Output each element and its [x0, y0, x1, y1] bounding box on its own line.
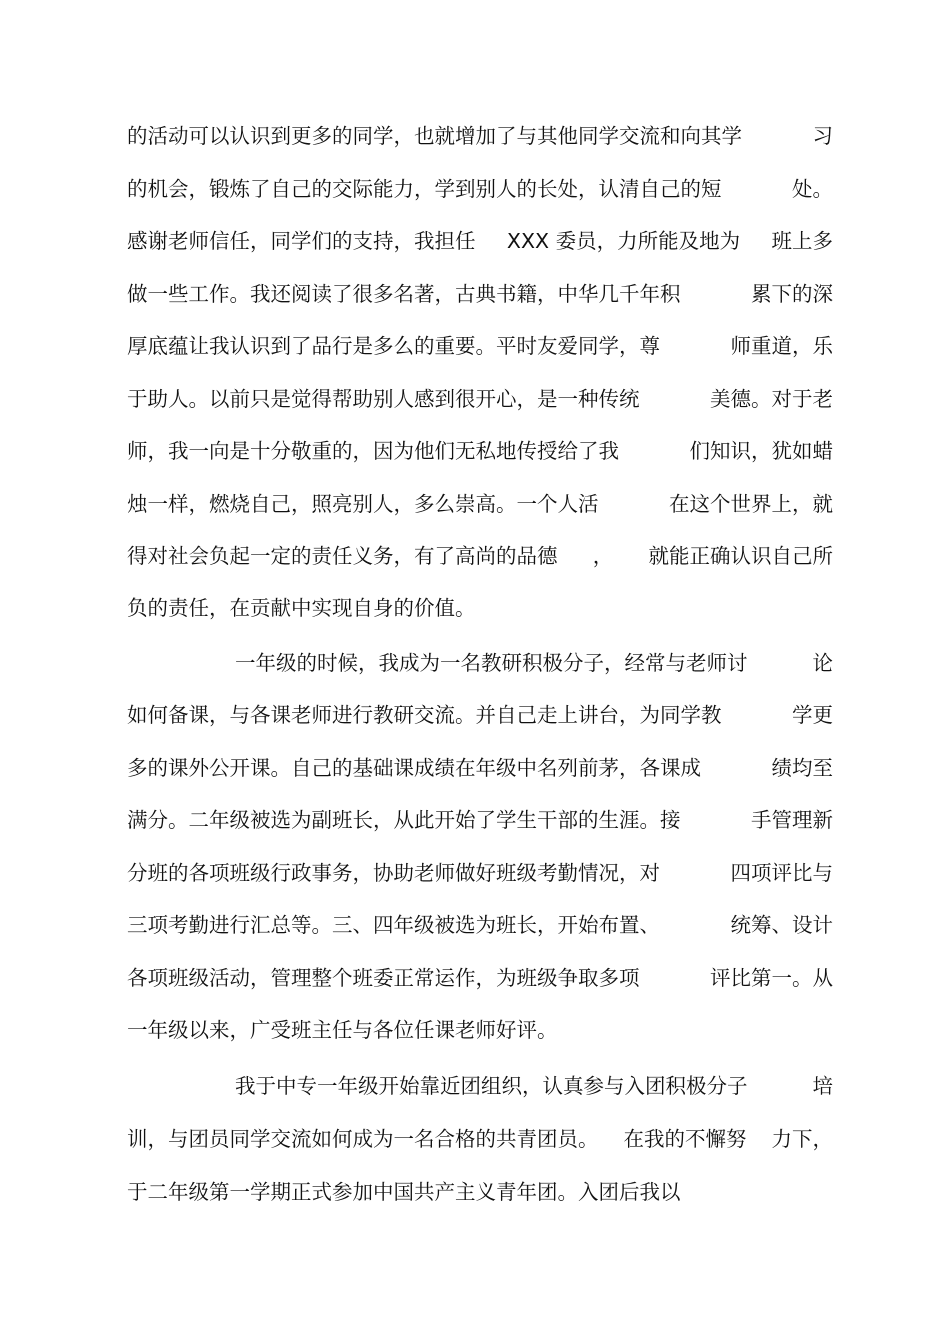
text-segment: 学更 [792, 703, 833, 727]
text-line [127, 226, 833, 256]
text-segment: 习 [812, 124, 833, 148]
text-segment: 得对社会负起一定的责任义务，有了高尚的品德 [127, 544, 558, 568]
text-segment: 评比第一。从 [710, 966, 833, 990]
text-segment: 绩均至 [771, 756, 833, 780]
text-line [127, 963, 833, 993]
text-line [127, 858, 833, 888]
text-line [127, 436, 833, 466]
text-segment: 论 [812, 651, 833, 675]
text-segment: 四项评比与 [730, 861, 833, 885]
text-segment: 手管理新 [751, 808, 833, 832]
text-segment: XXX 委员，力所能及地为 [506, 229, 741, 253]
text-segment: 力下， [771, 1127, 833, 1151]
text-segment: 在这个世界上，就 [669, 492, 833, 516]
text-segment: 烛一样，燃烧自己，照亮别人，多么崇高。一个人活 [127, 492, 599, 516]
text-line [127, 1015, 833, 1045]
text-segment: 负的责任，在贡献中实现自身的价值。 [127, 596, 476, 620]
text-line [127, 279, 833, 309]
text-line [127, 700, 833, 730]
text-segment: 在我的不懈努 [623, 1127, 747, 1151]
text-line [127, 489, 833, 519]
text-segment: 感谢老师信任，同学们的支持，我担任 [127, 229, 476, 253]
text-segment: 班上多 [771, 229, 833, 253]
text-line [127, 541, 833, 571]
text-segment: ， [592, 544, 614, 568]
text-line [127, 121, 833, 151]
text-segment: 的机会，锻炼了自己的交际能力，学到别人的长处，认清自己的短 [127, 177, 722, 201]
text-segment: 就能正确认识自己所 [648, 544, 833, 568]
text-segment: 美德。对于老 [710, 387, 833, 411]
text-segment: 师，我一向是十分敬重的，因为他们无私地传授给了我 [127, 439, 619, 463]
text-segment: 的活动可以认识到更多的同学，也就增加了与其他同学交流和向其学 [127, 124, 742, 148]
text-segment: 如何备课，与各课老师进行教研交流。并自己走上讲台，为同学教 [127, 703, 722, 727]
text-line [127, 805, 833, 835]
text-segment: 训，与团员同学交流如何成为一名合格的共青团员。 [127, 1127, 599, 1151]
text-line [127, 648, 833, 678]
text-segment: 满分。二年级被选为副班长，从此开始了学生干部的生涯。接 [127, 808, 681, 832]
text-line [127, 384, 833, 414]
text-segment: 培 [812, 1074, 833, 1098]
text-segment: 一年级以来，广受班主任与各位任课老师好评。 [127, 1018, 558, 1042]
text-segment: 三项考勤进行汇总等。三、四年级被选为班长，开始布置、 [127, 913, 660, 937]
text-line [127, 1177, 833, 1207]
text-segment: 处。 [792, 177, 833, 201]
text-segment: 于助人。以前只是觉得帮助别人感到很开心，是一种传统 [127, 387, 640, 411]
text-segment: 各项班级活动，管理整个班委正常运作，为班级争取多项 [127, 966, 640, 990]
text-segment: 一年级的时候，我成为一名教研积极分子，经常与老师讨 [235, 651, 748, 675]
text-segment: 多的课外公开课。自己的基础课成绩在年级中名列前茅，各课成 [127, 756, 701, 780]
text-line [127, 593, 833, 623]
text-line [127, 753, 833, 783]
text-line [127, 174, 833, 204]
text-segment: 们知识，犹如蜡 [689, 439, 833, 463]
text-segment: 累下的深 [751, 282, 833, 306]
text-line [127, 331, 833, 361]
text-segment: 分班的各项班级行政事务，协助老师做好班级考勤情况，对 [127, 861, 660, 885]
text-segment: 我于中专一年级开始靠近团组织，认真参与入团积极分子 [235, 1074, 748, 1098]
text-line [127, 910, 833, 940]
text-segment: 统筹、设计 [730, 913, 833, 937]
text-segment: 师重道，乐 [730, 334, 833, 358]
text-line [127, 1124, 833, 1154]
text-line [127, 1071, 833, 1101]
text-segment: 厚底蕴让我认识到了品行是多么的重要。平时友爱同学，尊 [127, 334, 660, 358]
text-segment: 做一些工作。我还阅读了很多名著，古典书籍，中华几千年积 [127, 282, 681, 306]
text-segment: 于二年级第一学期正式参加中国共产主义青年团。入团后我以 [127, 1180, 681, 1204]
